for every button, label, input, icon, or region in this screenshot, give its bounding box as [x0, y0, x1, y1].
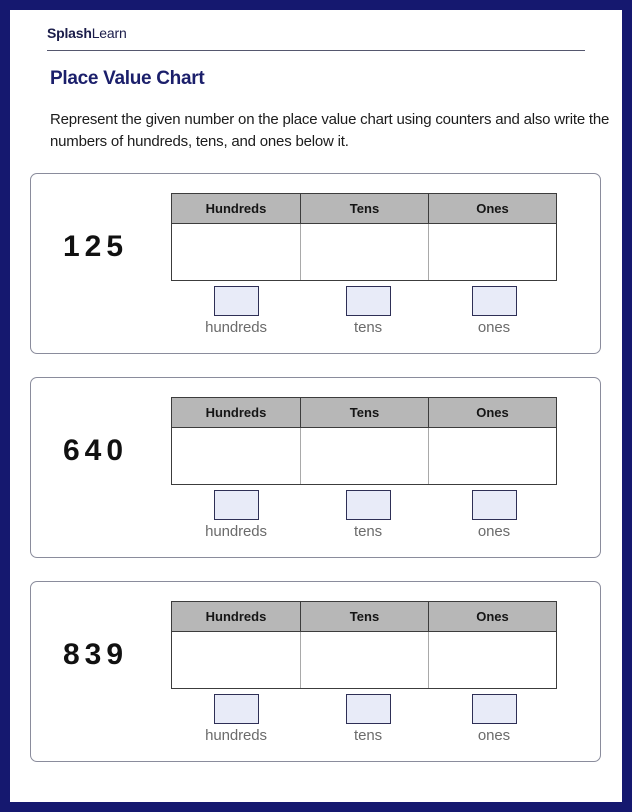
hundreds-label: hundreds	[205, 523, 267, 540]
header-ones: Ones	[428, 194, 556, 224]
worksheet-page	[10, 10, 622, 802]
counter-area-ones[interactable]	[428, 224, 556, 280]
answer-tens	[328, 694, 408, 744]
problem-number: 125	[63, 230, 129, 263]
problem-number: 640	[63, 434, 129, 467]
tens-answer-box[interactable]	[346, 286, 391, 316]
counter-area-tens[interactable]	[300, 632, 428, 688]
counter-area-hundreds[interactable]	[172, 632, 300, 688]
hundreds-answer-box[interactable]	[214, 286, 259, 316]
ones-label: ones	[477, 523, 511, 540]
tens-label: tens	[354, 319, 382, 336]
header-ones: Ones	[428, 602, 556, 632]
problem-card-2	[30, 377, 601, 558]
counter-area-tens[interactable]	[300, 428, 428, 484]
header-hundreds: Hundreds	[172, 602, 300, 632]
logo-learn-text: Learn	[91, 25, 127, 41]
header-hundreds: Hundreds	[172, 398, 300, 428]
tens-label: tens	[354, 523, 382, 540]
answer-hundreds	[196, 286, 276, 336]
instructions-text: Represent the given number on the place value chart using counters and also write the numbers of hundreds, tens, and ones below it.	[50, 111, 610, 150]
answer-hundreds	[196, 490, 276, 540]
ones-label: ones	[477, 727, 511, 744]
tens-label: tens	[354, 727, 382, 744]
answer-tens	[328, 286, 408, 336]
tens-answer-box[interactable]	[346, 694, 391, 724]
place-value-table	[171, 601, 557, 689]
counter-area-ones[interactable]	[428, 632, 556, 688]
splashlearn-logo	[47, 25, 127, 41]
hundreds-answer-box[interactable]	[214, 694, 259, 724]
header-tens: Tens	[300, 398, 428, 428]
counter-area-ones[interactable]	[428, 428, 556, 484]
place-value-table	[171, 193, 557, 281]
answer-ones	[454, 490, 534, 540]
answer-tens	[328, 490, 408, 540]
hundreds-label: hundreds	[205, 319, 267, 336]
ones-answer-box[interactable]	[472, 286, 517, 316]
counter-area-hundreds[interactable]	[172, 224, 300, 280]
header-hundreds: Hundreds	[172, 194, 300, 224]
answer-ones	[454, 286, 534, 336]
place-value-table	[171, 397, 557, 485]
problem-number: 839	[63, 638, 129, 671]
answer-ones	[454, 694, 534, 744]
page-title: Place Value Chart	[50, 68, 205, 89]
hundreds-answer-box[interactable]	[214, 490, 259, 520]
logo-splash-text: Splash	[47, 25, 92, 41]
hundreds-label: hundreds	[205, 727, 267, 744]
header-tens: Tens	[300, 194, 428, 224]
counter-area-hundreds[interactable]	[172, 428, 300, 484]
header-tens: Tens	[300, 602, 428, 632]
problem-card-3	[30, 581, 601, 762]
tens-answer-box[interactable]	[346, 490, 391, 520]
header-divider	[47, 50, 585, 51]
answer-hundreds	[196, 694, 276, 744]
ones-answer-box[interactable]	[472, 490, 517, 520]
problem-card-1	[30, 173, 601, 354]
header-ones: Ones	[428, 398, 556, 428]
ones-label: ones	[477, 319, 511, 336]
ones-answer-box[interactable]	[472, 694, 517, 724]
counter-area-tens[interactable]	[300, 224, 428, 280]
